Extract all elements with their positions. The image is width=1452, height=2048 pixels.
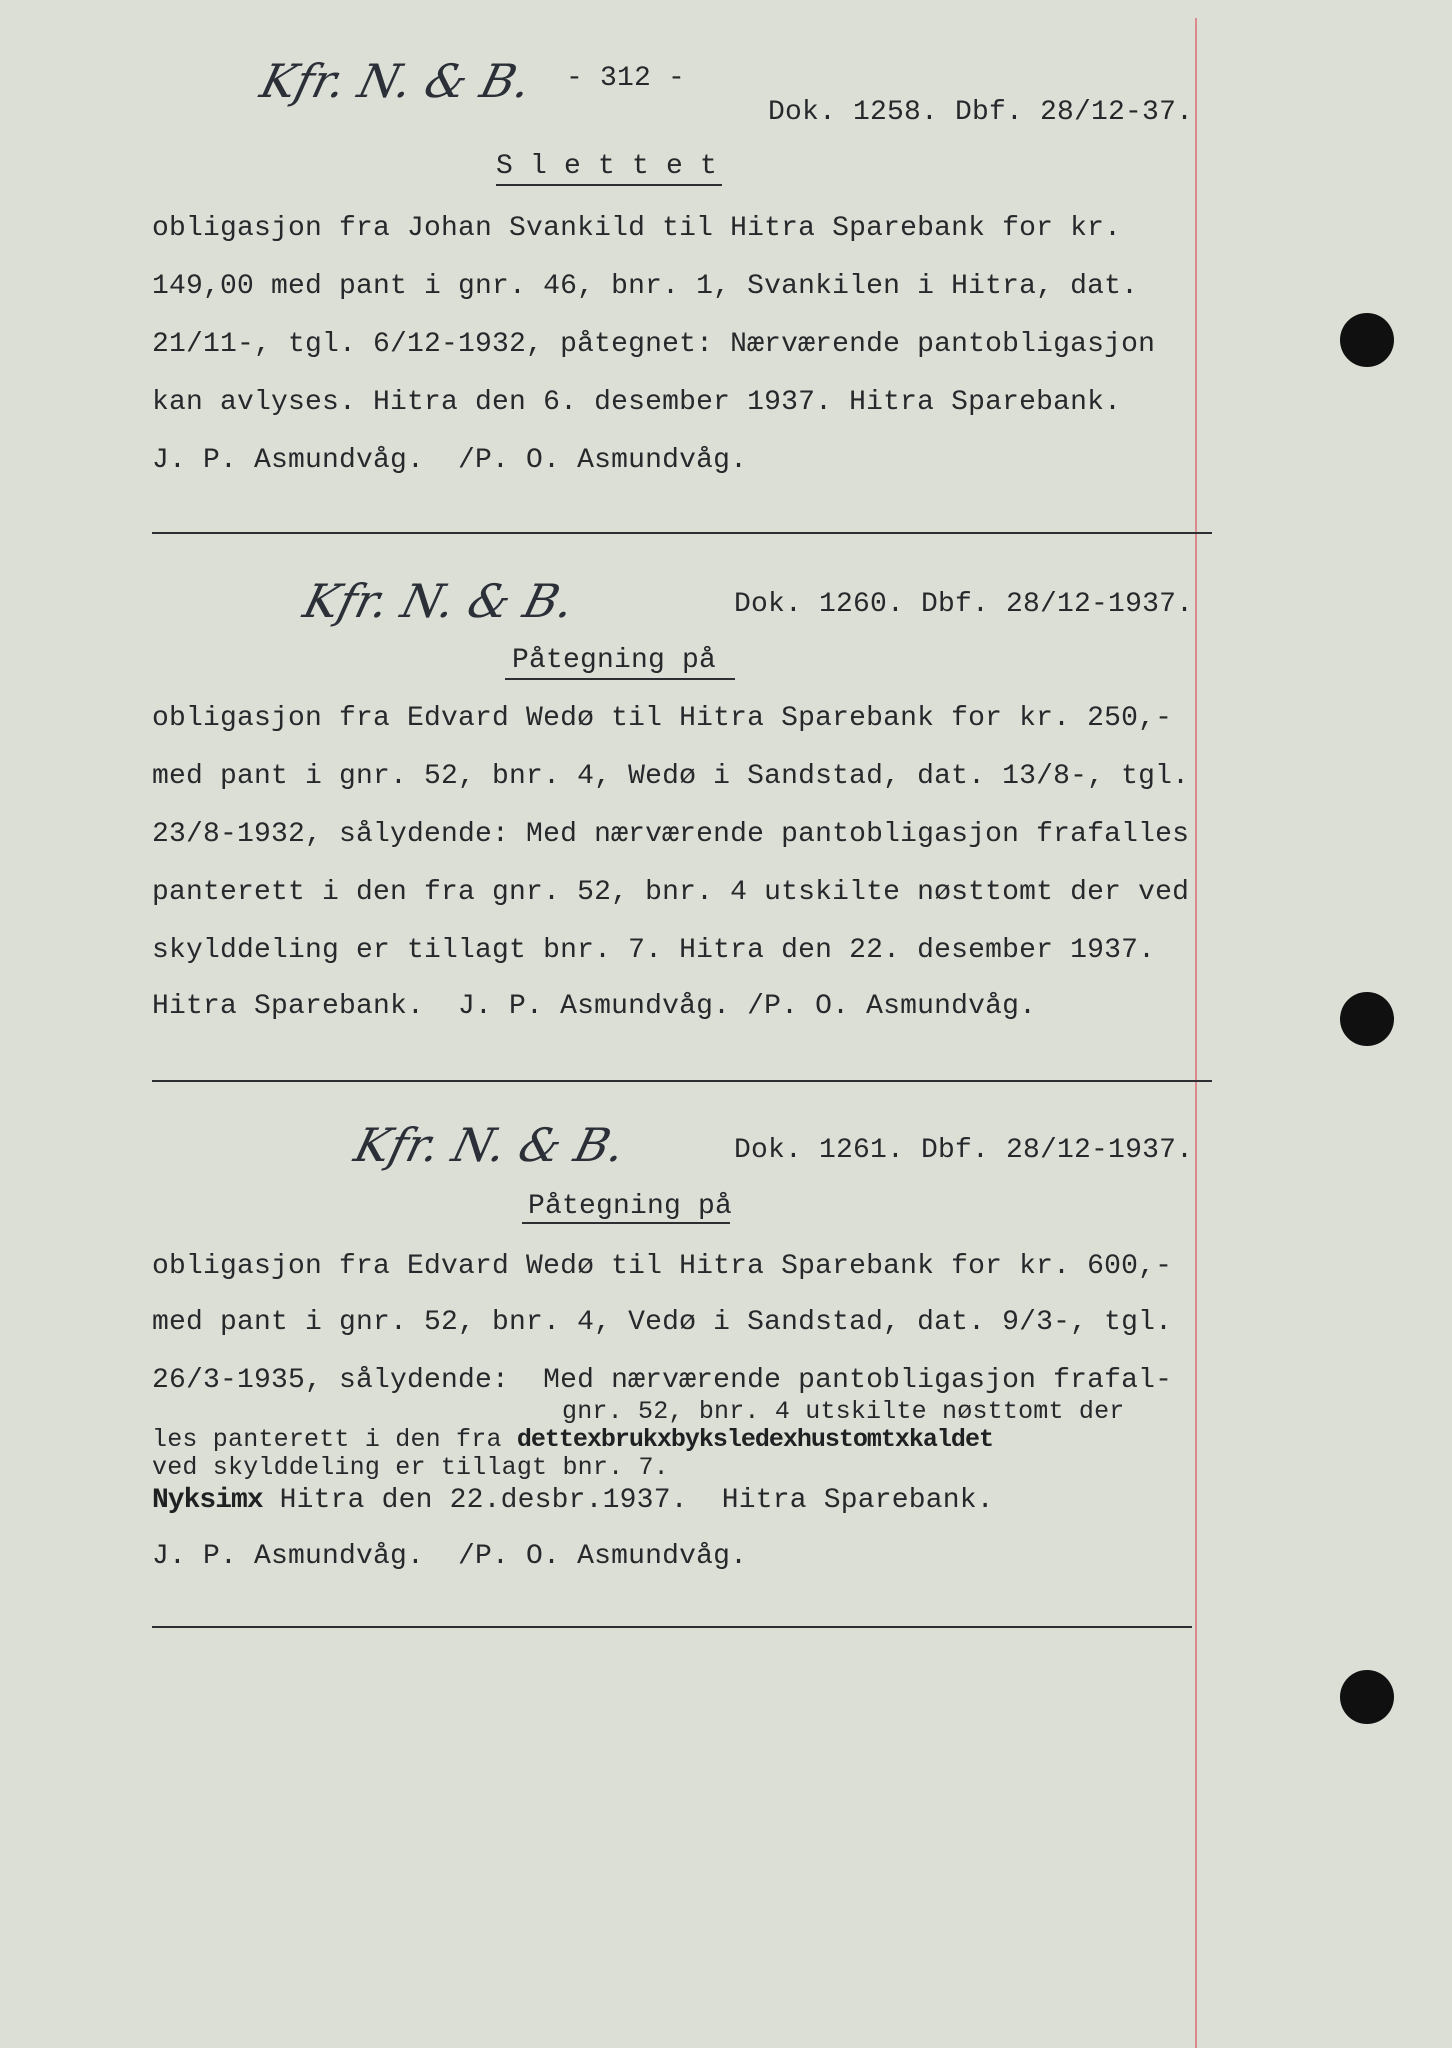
entry1-line-3: 21/11-, tgl. 6/12-1932, påtegnet: Nærværende pantobligasjon	[152, 329, 1156, 360]
entry3-line-4	[152, 1426, 993, 1454]
entry2-heading: Påtegning på	[512, 645, 717, 676]
margin-note-3: Kfr. N. & B.	[349, 1118, 631, 1172]
entry3-reference: Dok. 1261. Dbf. 28/12-1937.	[734, 1135, 1194, 1166]
entry3-line-6-rest: Hitra den 22.desbr.1937. Hitra Sparebank.	[262, 1485, 994, 1516]
entry3-line-4-struck: dettexbrukxbyksledexhustomtxkaldet	[516, 1425, 993, 1454]
entry1-heading: S l e t t e t	[496, 151, 718, 182]
red-margin-line	[1195, 18, 1197, 2048]
punch-hole-top	[1340, 313, 1394, 367]
entry1-line-2: 149,00 med pant i gnr. 46, bnr. 1, Svankilen i Hitra, dat.	[152, 271, 1139, 302]
entry3-line-2: med pant i gnr. 52, bnr. 4, Vedø i Sandstad, dat. 9/3-, tgl.	[152, 1307, 1173, 1338]
entry1-line-5: J. P. Asmundvåg. /P. O. Asmundvåg.	[152, 445, 748, 476]
entry3-line-5: ved skylddeling er tillagt bnr. 7.	[152, 1453, 669, 1482]
entry3-line-3: 26/3-1935, sålydende: Med nærværende pantobligasjon frafal-	[152, 1365, 1173, 1396]
entry3-heading: Påtegning på	[528, 1191, 733, 1222]
entry3-insert-line: gnr. 52, bnr. 4 utskilte nøsttomt der	[562, 1397, 1125, 1426]
entry-separator-2	[152, 1080, 1212, 1082]
entry2-line-3: 23/8-1932, sålydende: Med nærværende pantobligasjon frafalles	[152, 819, 1190, 850]
entry1-reference: Dok. 1258. Dbf. 28/12-37.	[768, 97, 1194, 128]
entry3-line-6-struck: Nyksimx	[152, 1485, 263, 1516]
entry3-line-6	[152, 1484, 994, 1518]
entry2-line-4: panterett i den fra gnr. 52, bnr. 4 utskilte nøsttomt der ved	[152, 877, 1190, 908]
page-number: - 312 -	[566, 63, 686, 94]
punch-hole-middle	[1340, 992, 1394, 1046]
entry1-line-4: kan avlyses. Hitra den 6. desember 1937. Hitra Sparebank.	[152, 387, 1122, 418]
entry3-line-1: obligasjon fra Edvard Wedø til Hitra Sparebank for kr. 600,-	[152, 1251, 1173, 1282]
entry2-line-2: med pant i gnr. 52, bnr. 4, Wedø i Sandstad, dat. 13/8-, tgl.	[152, 761, 1190, 792]
margin-note-2: Kfr. N. & B.	[298, 574, 580, 628]
entry-separator-3	[152, 1626, 1192, 1628]
entry-separator-1	[152, 532, 1212, 534]
entry3-line-4-start: les panterett i den fra	[152, 1425, 517, 1454]
punch-hole-bottom	[1340, 1670, 1394, 1724]
entry2-heading-underline	[505, 678, 735, 680]
entry2-reference: Dok. 1260. Dbf. 28/12-1937.	[734, 589, 1194, 620]
margin-note-1: Kfr. N. & B.	[255, 54, 537, 108]
entry3-heading-underline	[522, 1222, 730, 1224]
entry2-line-5: skylddeling er tillagt bnr. 7. Hitra den 22. desember 1937.	[152, 935, 1156, 966]
entry2-line-6: Hitra Sparebank. J. P. Asmundvåg. /P. O. Asmundvåg.	[152, 991, 1037, 1022]
entry1-heading-underline	[496, 184, 722, 186]
entry1-line-1: obligasjon fra Johan Svankild til Hitra Sparebank for kr.	[152, 213, 1122, 244]
entry2-line-1: obligasjon fra Edvard Wedø til Hitra Sparebank for kr. 250,-	[152, 703, 1173, 734]
entry3-signature: J. P. Asmundvåg. /P. O. Asmundvåg.	[152, 1541, 748, 1572]
